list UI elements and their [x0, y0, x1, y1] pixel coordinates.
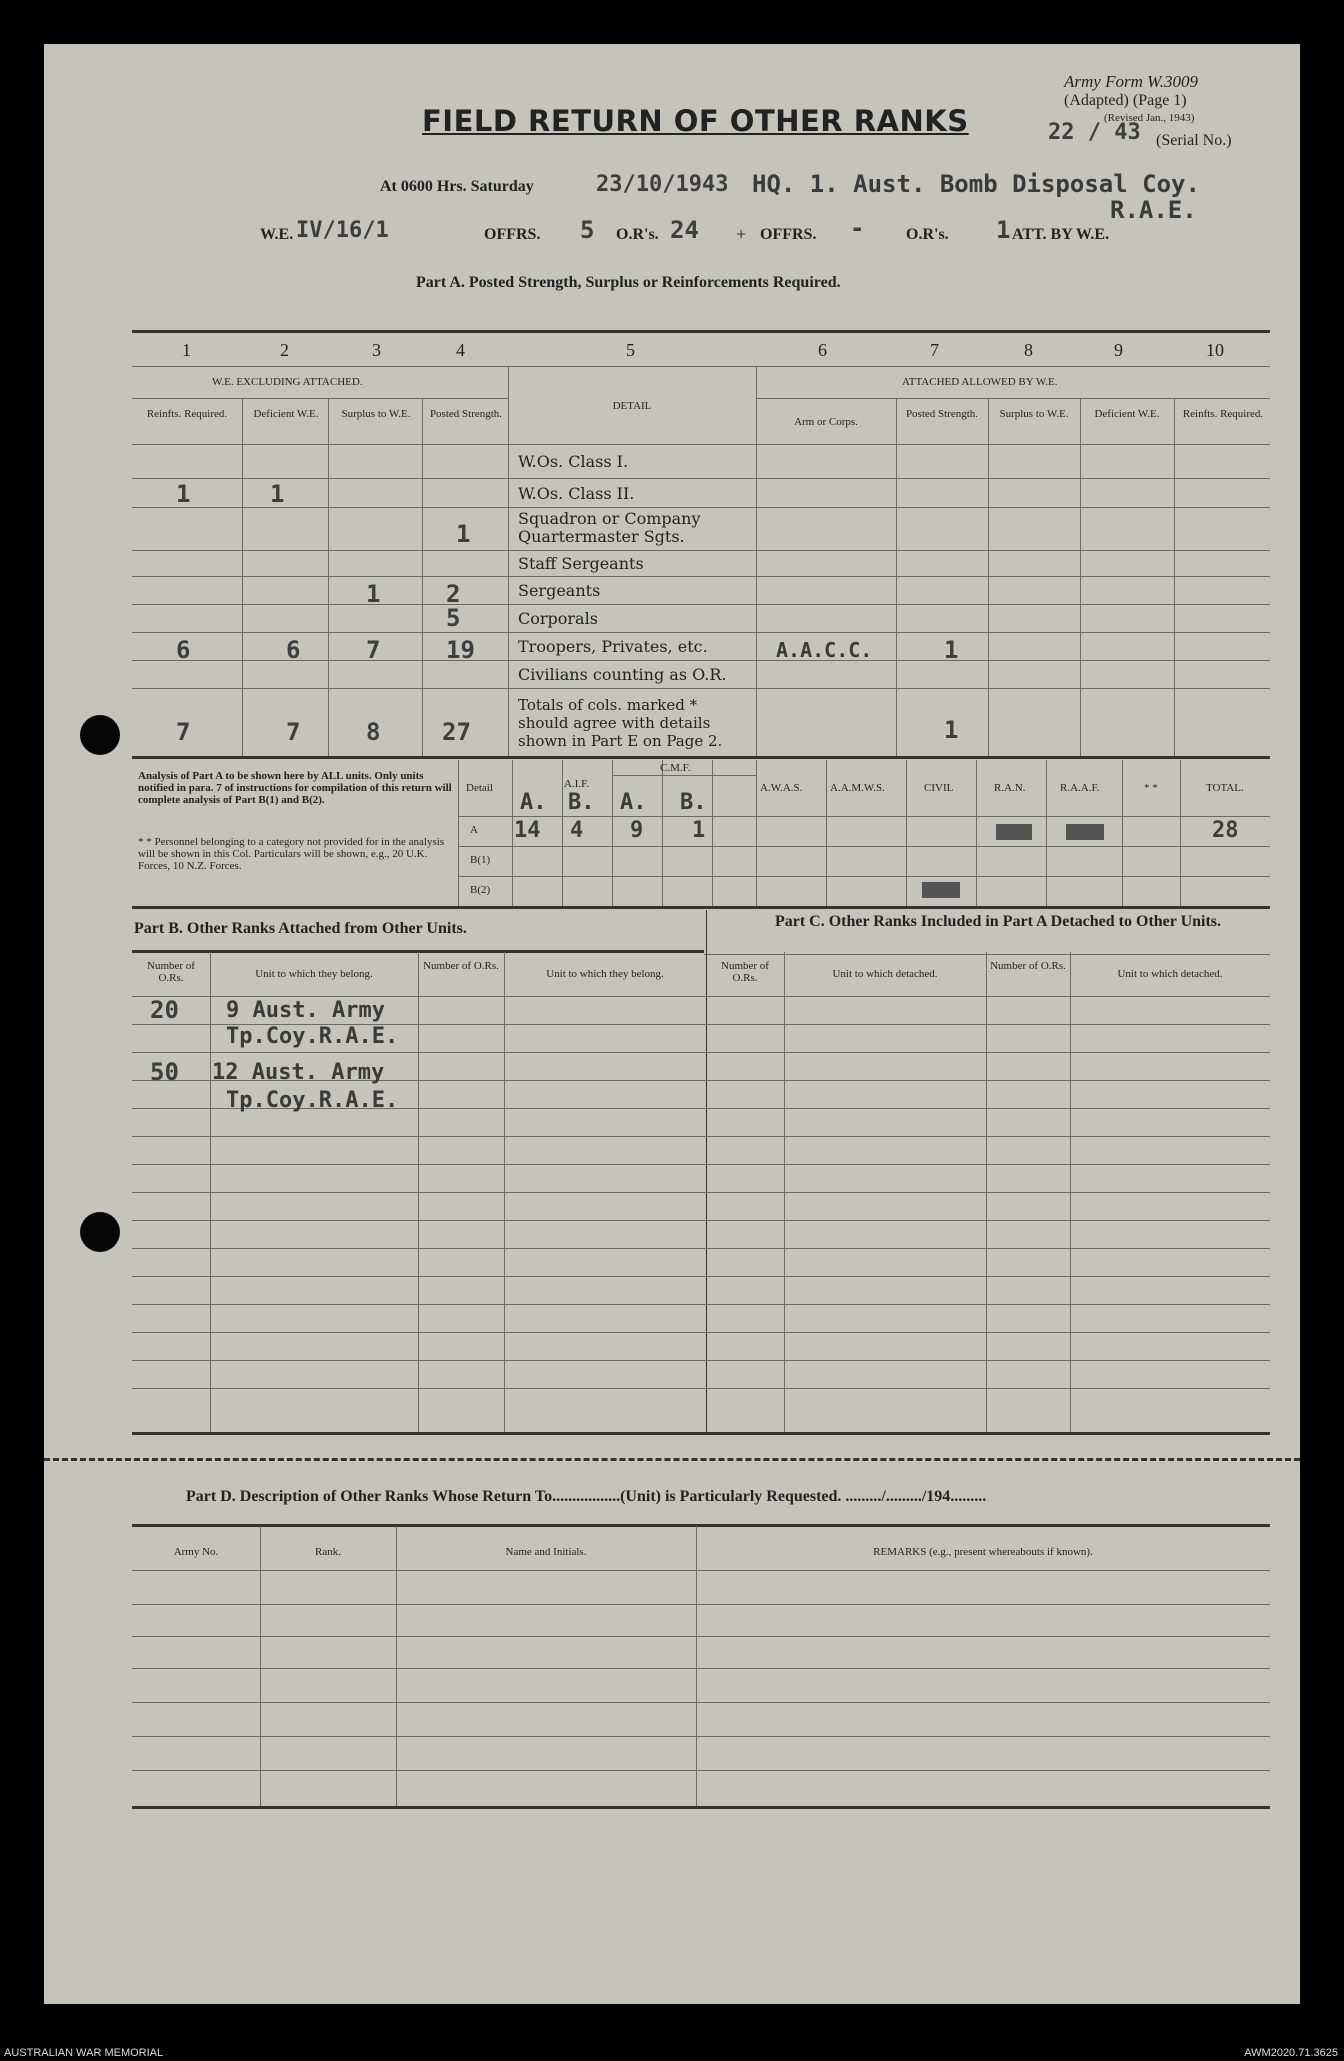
rule: [132, 1164, 1270, 1165]
typed-head-b2: B.: [680, 790, 707, 815]
analysis-head-civil: CIVIL: [924, 782, 954, 794]
rule: [458, 876, 1270, 877]
rule: [132, 1432, 1270, 1435]
typed-head-a: A.: [520, 790, 547, 815]
detail-sergeants: Sergeants: [518, 581, 601, 600]
rule: [132, 1248, 1270, 1249]
sergeants-surplus: 1: [366, 580, 381, 608]
rule: [132, 1806, 1270, 1809]
army-form-number: Army Form W.3009: [1064, 72, 1198, 91]
rule: [242, 398, 243, 756]
rule: [508, 366, 509, 756]
col-head-att-reinfts: Reinfts. Required.: [1182, 408, 1264, 420]
rule: [132, 996, 1270, 997]
rule: [132, 660, 1270, 661]
col-number: 3: [372, 340, 381, 360]
part-d-head-name: Name and Initials.: [505, 1546, 587, 1558]
rule: [132, 688, 1270, 689]
rule: [132, 756, 1270, 759]
col-head-att-deficient: Deficient W.E.: [1094, 408, 1160, 420]
rule: [132, 1604, 1270, 1605]
total-deficient: 7: [286, 718, 301, 746]
typed-head-a2: A.: [620, 790, 647, 815]
serial-label: (Serial No.): [1156, 132, 1232, 149]
rule: [260, 1526, 261, 1808]
rule: [132, 1136, 1270, 1137]
rule: [132, 1702, 1270, 1703]
part-d-head-remarks: REMARKS (e.g., present whereabouts if known).: [873, 1546, 1093, 1558]
rule: [132, 1668, 1270, 1669]
rule: [132, 1304, 1270, 1305]
wo2-reinfts: 1: [176, 480, 191, 508]
ors-att-value: 1: [996, 216, 1011, 244]
part-c-title: Part C. Other Ranks Included in Part A Detached to Other Units.: [774, 913, 1222, 930]
privates-deficient: 6: [286, 636, 301, 664]
rule: [132, 1770, 1270, 1771]
cqms-posted: 1: [456, 520, 471, 548]
rule: [458, 760, 459, 906]
offrs-label: OFFRS.: [484, 226, 541, 243]
ors-att-label: O.R's.: [906, 226, 949, 243]
rule: [132, 1524, 1270, 1527]
rule: [696, 1526, 697, 1808]
typed-head-b: B.: [568, 790, 595, 815]
part-b-unit-2-line2: Tp.Coy.R.A.E.: [226, 1088, 399, 1113]
rule: [132, 366, 1270, 367]
part-b-unit-2: 12 Aust. Army: [212, 1060, 385, 1085]
privates-reinfts: 6: [176, 636, 191, 664]
rule: [1046, 760, 1047, 906]
unit-name-line2: R.A.E.: [1110, 196, 1197, 224]
form-revised: (Revised Jan., 1943): [1104, 112, 1195, 124]
analysis-a-aif-a: 14: [514, 818, 541, 843]
part-b-unit-1: 9 Aust. Army: [226, 998, 385, 1023]
rule: [132, 550, 1270, 551]
rule: [132, 576, 1270, 577]
part-b-number-2: 50: [150, 1058, 179, 1086]
rule: [458, 816, 1270, 817]
analysis-row-a: A: [470, 824, 478, 836]
privates-att-posted: 1: [944, 636, 959, 664]
offrs-value: 5: [580, 216, 595, 244]
rule: [132, 1052, 1270, 1053]
col-number: 9: [1114, 340, 1123, 360]
form-adapted: (Adapted) (Page 1): [1064, 92, 1187, 109]
footer-left: AUSTRALIAN WAR MEMORIAL: [4, 2047, 164, 2059]
part-c-head-unit: Unit to which detached.: [832, 968, 938, 980]
part-b-head-unit: Unit to which they belong.: [255, 968, 373, 980]
return-date: 23/10/1943: [596, 172, 729, 197]
rule: [396, 1526, 397, 1808]
rule: [562, 760, 563, 906]
col-head-surplus: Surplus to W.E.: [341, 408, 411, 420]
rule: [1180, 760, 1181, 906]
rule: [132, 1192, 1270, 1193]
part-d-title: Part D. Description of Other Ranks Whose Return To.................(Unit) is Particularly Requested. ........./........./194.........: [186, 1488, 987, 1505]
rule: [132, 1220, 1270, 1221]
detail-civilians: Civilians counting as O.R.: [518, 665, 727, 684]
part-b-head-number: Number of O.Rs.: [147, 960, 195, 984]
analysis-total: 28: [1212, 818, 1239, 843]
rule: [712, 760, 713, 906]
analysis-head-ran: R.A.N.: [994, 782, 1026, 794]
col-number: 10: [1206, 340, 1224, 360]
analysis-a-cmf-b: 1: [692, 818, 706, 843]
rule: [976, 760, 977, 906]
punch-hole: [80, 1212, 120, 1252]
detail-cqms: Squadron or Company Quartermaster Sgts.: [518, 509, 701, 546]
rule: [132, 604, 1270, 605]
unit-name: HQ. 1. Aust. Bomb Disposal Coy.: [752, 170, 1200, 198]
detail-privates: Troopers, Privates, etc.: [518, 637, 708, 656]
rule: [896, 398, 897, 756]
rule: [422, 398, 423, 756]
rule: [906, 760, 907, 906]
part-d-head-rank: Rank.: [315, 1546, 341, 1558]
part-d-head-army-no: Army No.: [173, 1546, 219, 1558]
rule: [132, 1736, 1270, 1737]
redaction-mark: [1066, 824, 1104, 840]
privates-arm-corps: A.A.C.C.: [776, 638, 873, 662]
part-b-head-number2: Number of O.Rs.: [423, 960, 499, 972]
total-reinfts: 7: [176, 718, 191, 746]
corporals-posted: 5: [446, 604, 461, 632]
group-header-left: W.E. EXCLUDING ATTACHED.: [212, 376, 363, 388]
rule: [132, 478, 1270, 479]
col-head-att-surplus: Surplus to W.E.: [999, 408, 1069, 420]
total-posted: 27: [442, 718, 471, 746]
ors-value: 24: [670, 216, 699, 244]
analysis-head-awas: A.W.A.S.: [760, 782, 803, 794]
sergeants-posted: 2: [446, 580, 461, 608]
rule: [132, 507, 1270, 508]
rule: [132, 1360, 1270, 1361]
rule: [756, 366, 757, 756]
rule: [328, 398, 329, 756]
rule: [132, 1570, 1270, 1571]
col-number: 7: [930, 340, 939, 360]
col-number: 2: [280, 340, 289, 360]
analysis-a-cmf-a: 9: [630, 818, 644, 843]
detail-wo1: W.Os. Class I.: [518, 452, 629, 471]
we-label: W.E.: [260, 226, 294, 243]
part-c-head-number2: Number of O.Rs.: [990, 960, 1066, 972]
part-c-head-number: Number of O.Rs.: [721, 960, 769, 984]
punch-hole: [80, 715, 120, 755]
col-head-reinfts: Reinfts. Required.: [146, 408, 228, 420]
rule: [132, 1388, 1270, 1389]
we-value: IV/16/1: [296, 218, 389, 243]
rule: [612, 775, 756, 776]
rule: [512, 760, 513, 906]
analysis-head-total: TOTAL.: [1206, 782, 1244, 794]
analysis-row-b2: B(2): [470, 884, 491, 896]
rule: [1080, 398, 1081, 756]
analysis-head-aif: A.I.F.: [564, 778, 590, 790]
col-number: 5: [626, 340, 635, 360]
col-number: 1: [182, 340, 191, 360]
total-surplus: 8: [366, 718, 381, 746]
footer-right: AWM2020.71.3625: [1244, 2047, 1338, 2059]
redaction-mark: [922, 882, 960, 898]
rule: [132, 444, 1270, 445]
rule: [132, 330, 1270, 333]
rule: [132, 398, 508, 399]
col-head-detail: DETAIL: [612, 400, 652, 412]
detail-corporals: Corporals: [518, 609, 598, 628]
time-label: At 0600 Hrs. Saturday: [380, 178, 534, 195]
analysis-row-b1: B(1): [470, 854, 491, 866]
col-head-deficient: Deficient W.E.: [253, 408, 319, 420]
rule: [662, 760, 663, 906]
privates-surplus: 7: [366, 636, 381, 664]
analysis-note-other: * * Personnel belonging to a category not provided for in the analysis will be shown in this Col. Particulars will be shown, e.g., 20 U.K. Forces, 10 N.Z. Forces.: [138, 836, 445, 872]
analysis-head-aamws: A.A.M.W.S.: [830, 782, 885, 794]
rule: [756, 398, 1270, 399]
col-number: 8: [1024, 340, 1033, 360]
rule: [458, 846, 1270, 847]
serial-number: 22 / 43: [1048, 120, 1141, 145]
privates-posted: 19: [446, 636, 475, 664]
detail-staff-sgt: Staff Sergeants: [518, 554, 644, 573]
analysis-head-cmf: C.M.F.: [660, 762, 691, 774]
rule: [1122, 760, 1123, 906]
offrs-att-label: OFFRS.: [760, 226, 817, 243]
col-head-posted: Posted Strength.: [429, 408, 503, 420]
part-a-title: Part A. Posted Strength, Surplus or Reinforcements Required.: [416, 274, 841, 291]
detail-wo2: W.Os. Class II.: [518, 484, 635, 503]
part-b-unit-1-line2: Tp.Coy.R.A.E.: [226, 1024, 399, 1049]
rule: [706, 910, 707, 1432]
detail-totals: Totals of cols. marked * should agree with details shown in Part E on Page 2.: [518, 696, 723, 750]
rule: [1174, 398, 1175, 756]
col-number: 6: [818, 340, 827, 360]
rule: [132, 1276, 1270, 1277]
col-head-arm: Arm or Corps.: [794, 416, 858, 428]
part-b-head-unit2: Unit to which they belong.: [546, 968, 664, 980]
group-header-right: ATTACHED ALLOWED BY W.E.: [902, 376, 1058, 388]
analysis-note: Analysis of Part A to be shown here by ALL units. Only units notified in para. 7 of instructions for compilation of this return will complete analysis of Part B(1) and B(2).: [138, 770, 452, 806]
analysis-a-aif-b: 4: [570, 818, 584, 843]
offrs-att-value: -: [850, 214, 865, 242]
form-title: FIELD RETURN OF OTHER RANKS: [422, 104, 969, 138]
rule: [826, 760, 827, 906]
analysis-head-detail: Detail: [466, 782, 493, 794]
part-b-title: Part B. Other Ranks Attached from Other Units.: [134, 920, 467, 937]
rule: [132, 632, 1270, 633]
rule: [132, 906, 1270, 909]
rule: [132, 1332, 1270, 1333]
col-number: 4: [456, 340, 465, 360]
ors-label: O.R's.: [616, 226, 659, 243]
plus-sign: +: [736, 224, 747, 244]
wo2-deficient: 1: [270, 480, 285, 508]
att-by-we-label: ATT. BY W.E.: [1012, 226, 1110, 243]
col-head-att-posted: Posted Strength.: [905, 408, 979, 420]
analysis-head-raaf: R.A.A.F.: [1060, 782, 1100, 794]
tear-line: [44, 1458, 1300, 1461]
rule: [612, 760, 613, 906]
rule: [704, 954, 1270, 955]
rule: [756, 760, 757, 906]
redaction-mark: [996, 824, 1032, 840]
analysis-head-other: * *: [1144, 782, 1158, 794]
rule: [988, 398, 989, 756]
rule: [132, 1636, 1270, 1637]
part-b-number-1: 20: [150, 996, 179, 1024]
total-att-posted: 1: [944, 716, 959, 744]
part-c-head-unit2: Unit to which detached.: [1117, 968, 1223, 980]
